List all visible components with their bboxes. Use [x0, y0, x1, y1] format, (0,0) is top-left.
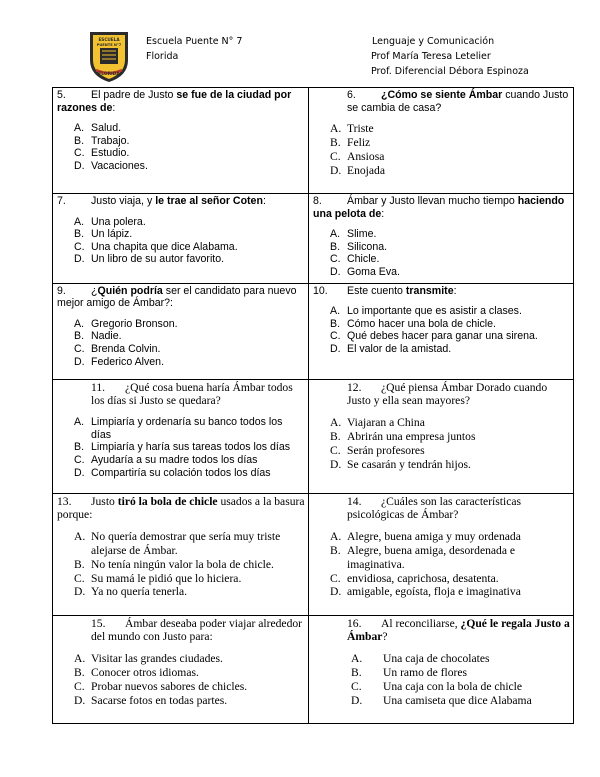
- option-6a[interactable]: A. Triste: [330, 122, 374, 136]
- option-14b[interactable]: B. Alegre, buena amiga, desordenada e imaginativa.: [330, 543, 516, 571]
- options-list: [57, 216, 305, 266]
- option-5d[interactable]: D. Vacaciones.: [74, 159, 148, 172]
- option-7a[interactable]: A. Una polera.: [74, 215, 146, 228]
- option-8d[interactable]: D. Goma Eva.: [330, 265, 400, 278]
- option-11d[interactable]: D. Compartiría su colación todos los días: [74, 466, 271, 479]
- options-list: [313, 228, 570, 278]
- question-5: 5. El padre de Justo se fue de la ciudad por razones de: A. Salud. B. Trabajo. C. Estudio. D. Vacaciones.: [53, 88, 309, 194]
- option-10c[interactable]: C. Qué debes hacer para ganar una sirena.: [330, 330, 538, 343]
- option-9a[interactable]: A. Gregorio Bronson.: [74, 317, 178, 330]
- option-12d[interactable]: D. Se casarán y tendrán hijos.: [330, 457, 471, 471]
- questions-row: [53, 283, 574, 379]
- option-8a[interactable]: A. Slime.: [330, 228, 377, 241]
- logo-text-1: ESCUELA: [98, 37, 120, 42]
- school-city: Florida: [146, 51, 179, 62]
- question-8: 8. Ámbar y Justo llevan mucho tiempo haciendo una pelota de: A. Slime. B. Silicona. C. Chicle. D. Goma Eva.: [309, 194, 574, 284]
- option-16c[interactable]: C. Una caja con la bola de chicle: [351, 679, 523, 693]
- question-12: 12. ¿Qué piensa Ámbar Dorado cuando Justo y ella sean mayores? A. Viajaran a China B. Abrirán una empresa juntos C. Serán profesores D. Se casarán y tendrán hijos.: [309, 379, 574, 493]
- option-13d[interactable]: D. Ya no quería tenerla.: [74, 585, 188, 599]
- header-course-info: [366, 34, 529, 79]
- question-6: 6. ¿Cómo se siente Ámbar cuando Justo se cambia de casa? A. Triste B. Feliz C. Ansiosa D. Enojada: [309, 88, 574, 194]
- option-10b[interactable]: B. Cómo hacer una bola de chicle.: [330, 317, 496, 330]
- options-list: [313, 305, 570, 355]
- option-15c[interactable]: C. Probar nuevos sabores de chicles.: [74, 679, 248, 693]
- option-11b[interactable]: B. Limpiaría y haría sus tareas todos los días: [74, 441, 291, 454]
- option-12c[interactable]: C. Serán profesores: [330, 443, 425, 457]
- question-14: 14. ¿Cuáles son las características psicológicas de Ámbar? A. Alegre, buena amiga y muy ordenada B. Alegre, buena amiga, desordenada e imaginativa. C. envidiosa, caprichosa, desatenta. D. amigable, egoísta, floja e imaginativa: [309, 493, 574, 615]
- option-6c[interactable]: C. Ansiosa: [330, 149, 385, 163]
- option-9b[interactable]: B. Nadie.: [74, 330, 122, 343]
- teacher2-name: Prof. Diferencial Débora Espinoza: [371, 66, 529, 77]
- question-9: 9. ¿Quién podría ser el candidato para nuevo mejor amigo de Ámbar?: A. Gregorio Bronson. B. Nadie. C. Brenda Colvin. D. Federico Alven.: [53, 283, 309, 379]
- option-16a[interactable]: A. Una caja de chocolates: [351, 652, 490, 666]
- logo-text-3: FLORIDA: [98, 72, 120, 77]
- options-list: [57, 530, 305, 599]
- options-list: [313, 122, 570, 177]
- option-11a[interactable]: A. Limpiaría y ordenaría su banco todos los días: [74, 416, 283, 441]
- options-list: [313, 652, 570, 707]
- option-13c[interactable]: C. Su mamá le pidió que lo hiciera.: [74, 571, 242, 585]
- questions-table: [52, 87, 574, 724]
- option-5c[interactable]: C. Estudio.: [74, 147, 130, 160]
- option-14c[interactable]: C. envidiosa, caprichosa, desatenta.: [330, 571, 499, 585]
- question-16: 16. Al reconciliarse, ¿Qué le regala Justo a Ámbar? A. Una caja de chocolates B. Un ramo de flores C. Una caja con la bola de chicle D. Una camiseta que dice Alabama: [309, 615, 574, 723]
- option-8b[interactable]: B. Silicona.: [330, 240, 388, 253]
- questions-row: [53, 88, 574, 194]
- option-16d[interactable]: D. Una camiseta que dice Alabama: [351, 693, 532, 707]
- school-logo: [88, 30, 130, 84]
- option-10a[interactable]: A. Lo importante que es asistir a clases.: [330, 305, 522, 318]
- option-6d[interactable]: D. Enojada: [330, 163, 385, 177]
- option-13b[interactable]: B. No tenía ningún valor la bola de chicle.: [74, 557, 274, 571]
- option-14d[interactable]: D. amigable, egoísta, floja e imaginativa: [330, 585, 521, 599]
- option-14a[interactable]: A. Alegre, buena amiga y muy ordenada: [330, 530, 521, 544]
- question-11: 11. ¿Qué cosa buena haría Ámbar todos los días si Justo se quedara? A. Limpiaría y ordenaría su banco todos los días B. Limpiaría y haría sus tareas todos los días C. Ayudaría a su madre todos los días D. Compartiría su colación todos los días: [53, 379, 309, 493]
- question-10: 10. Este cuento transmite: A. Lo importante que es asistir a clases. B. Cómo hacer una bola de chicle. C. Qué debes hacer para ganar una sirena. D. El valor de la amistad.: [309, 283, 574, 379]
- questions-row: [53, 493, 574, 615]
- option-8c[interactable]: C. Chicle.: [330, 253, 380, 266]
- questions-row: [53, 379, 574, 493]
- logo-text-2: PUENTE N°7: [96, 43, 122, 47]
- teacher-name: Prof María Teresa Letelier: [371, 51, 491, 62]
- options-list: [57, 416, 305, 479]
- option-7c[interactable]: C. Una chapita que dice Alabama.: [74, 240, 238, 253]
- option-11c[interactable]: C. Ayudaría a su madre todos los días: [74, 453, 258, 466]
- option-6b[interactable]: B. Feliz: [330, 135, 371, 149]
- question-15: 15. Ámbar deseaba poder viajar alrededor del mundo con Justo para: A. Visitar las grandes ciudades. B. Conocer otros idiomas. C. Probar nuevos sabores de chicles. D. Sacarse fotos en todas partes.: [53, 615, 309, 723]
- option-15d[interactable]: D. Sacarse fotos en todas partes.: [74, 693, 228, 707]
- option-9d[interactable]: D. Federico Alven.: [74, 355, 165, 368]
- option-5a[interactable]: A. Salud.: [74, 122, 122, 135]
- option-15a[interactable]: A. Visitar las grandes ciudades.: [74, 652, 223, 666]
- subject-name: Lenguaje y Comunicación: [372, 36, 495, 47]
- options-list: [57, 318, 305, 368]
- options-list: [57, 122, 305, 172]
- header-school-info: [146, 34, 242, 64]
- option-12b[interactable]: B. Abrirán una empresa juntos: [330, 429, 476, 443]
- option-16b[interactable]: B. Un ramo de flores: [351, 665, 468, 679]
- option-5b[interactable]: B. Trabajo.: [74, 134, 130, 147]
- questions-row: [53, 194, 574, 284]
- question-13: 13. Justo tiró la bola de chicle usados a la basura porque: A. No quería demostrar que sería muy triste alejarse de Ámbar. B. No tenía ningún valor la bola de chicle. C. Su mamá le pidió que lo hiciera. D. Ya no quería tenerla.: [53, 493, 309, 615]
- options-list: [313, 416, 570, 471]
- questions-row: [53, 615, 574, 723]
- options-list: [313, 530, 570, 599]
- option-15b[interactable]: B. Conocer otros idiomas.: [74, 665, 199, 679]
- question-7: 7. Justo viaja, y le trae al señor Coten: A. Una polera. B. Un lápiz. C. Una chapita que dice Alabama. D. Un libro de su autor favorito.: [53, 194, 309, 284]
- option-13a[interactable]: A. No quería demostrar que sería muy triste alejarse de Ámbar.: [74, 530, 281, 557]
- option-7b[interactable]: B. Un lápiz.: [74, 228, 133, 241]
- option-12a[interactable]: A. Viajaran a China: [330, 416, 425, 430]
- option-10d[interactable]: D. El valor de la amistad.: [330, 342, 452, 355]
- option-7d[interactable]: D. Un libro de su autor favorito.: [74, 253, 225, 266]
- page-header: [0, 0, 600, 88]
- options-list: [57, 652, 305, 707]
- school-name: Escuela Puente N° 7: [146, 36, 243, 47]
- option-9c[interactable]: C. Brenda Colvin.: [74, 342, 161, 355]
